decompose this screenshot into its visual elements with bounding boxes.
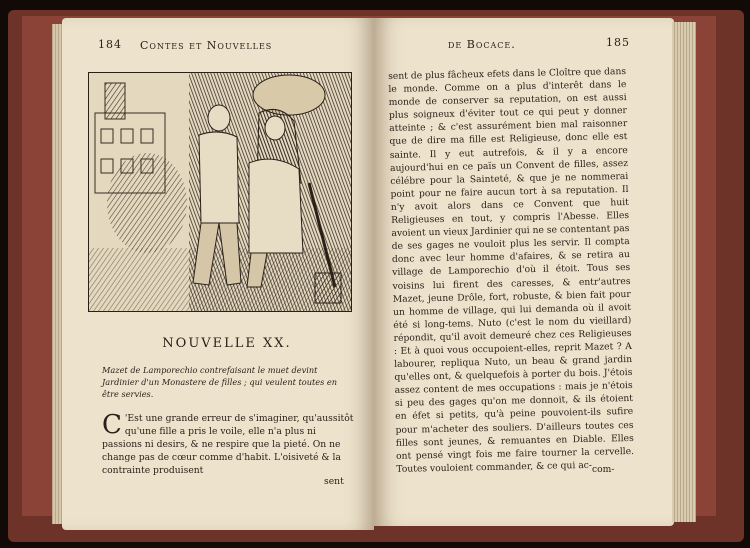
right-body-paragraph: sent de plus fâcheux efets dans le Cloître que dans le monde. Comme on a plus d'interêt dans le monde de conserver sa reputation, on est aussi plus soigneux d'éviter tout ce qui peut y donner atteinte ; & c'est assurément bien mal raisonner que de dire ma fille est Religieuse, donc elle est sainte. Il y eut autrefois, & il y a encore aujourd'hui en ce païs un Convent de filles, assez célébre pour la Sainteté, & que je ne nommerai point pour ne faire aucun tort à sa reputation. Il n'y avoit alors dans ce Convent que huit Religieuses en tout, y compris l'Abesse. Elles avoient un vieux Jardinier qui ne se contentant pas de ses gages ne vouloit plus les servir. Il compta donc avec leur homme d'afaires, & se retira au village de Lamporechio d'où il étoit. Tous ses voisins lui firent des caresses, & entr'autres Mazet, jeune Drôle, fort, robuste, & bien fait pour un homme de village, qui lui demanda où il avoit été si long-tems. Nuto (c'est le nom du vieillard) répondit, qu'il avoit demeuré chez ces Religieuses : Et à quoi vous occupoient-elles, reprit Mazet ? A labourer, repliqua Nuto, un beau & grand jardin qu'elles ont, & quelquefois à porter du bois. J'étois assez content de mes occupations : mais je n'étois si peu des gages qu'on me donnoit, & ils étoient en éfet si petits, qu'à peine pouvoient-ils sufire pour m'acheter des souliers. D'ailleurs toutes ces filles sont jeunes, & remuantes en Diable. Elles ont pensé vingt fois me faire tourner la cervelle. Toutes vouloient commander, & ce qui ac-	[388, 66, 635, 475]
left-page-number: 184	[98, 38, 122, 51]
engraving-scene	[89, 73, 351, 311]
left-page	[62, 18, 374, 530]
left-body-text	[102, 412, 356, 477]
right-catchword: com-	[592, 464, 615, 475]
drop-cap: C	[102, 410, 122, 440]
left-body-paragraph: 'Est une grande erreur de s'imaginer, qu'aussitôt qu'une fille a pris le voile, elle n'a plus ni passions ni desirs, & ne respire que la pieté. On ne change pas de cœur comme d'habit. L'oisiveté & la contrainte produisent	[102, 413, 354, 476]
left-catchword: sent	[324, 476, 344, 487]
right-page-edges	[672, 22, 696, 522]
right-body-text	[388, 65, 634, 476]
nouvelle-summary: Mazet de Lamporechio contrefaisant le muet devint Jardinier d'un Monastere de filles ; qui veulent toutes en être servies.	[102, 365, 338, 399]
right-running-title: de Bocace.	[448, 38, 516, 51]
right-page	[374, 18, 674, 526]
nouvelle-title: NOUVELLE XX.	[162, 336, 292, 351]
right-page-number: 185	[606, 36, 630, 49]
engraving-illustration	[88, 72, 352, 312]
left-running-title: Contes et Nouvelles	[140, 39, 273, 52]
